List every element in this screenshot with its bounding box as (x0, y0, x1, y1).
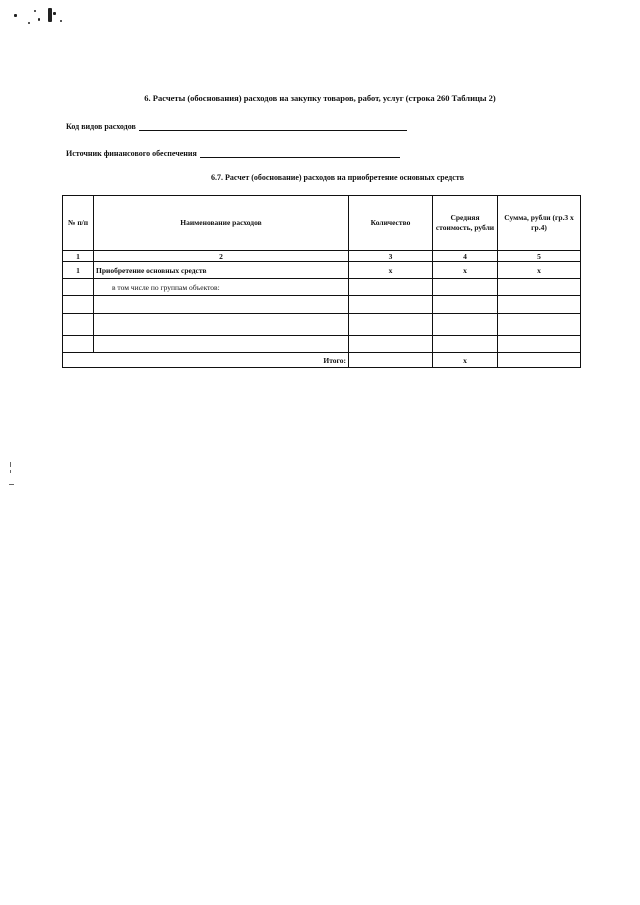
total-avg-cost[interactable]: х (433, 353, 498, 368)
table-row (63, 262, 581, 279)
row-num (63, 314, 94, 336)
row-qty[interactable] (349, 296, 433, 314)
row-name[interactable] (94, 296, 349, 314)
total-label: Итого: (63, 353, 349, 368)
row-sum[interactable] (498, 314, 581, 336)
section-title: 6. Расчеты (обоснования) расходов на закупку товаров, работ, услуг (строка 260 Таблицы 2) (144, 93, 496, 103)
row-sum[interactable] (498, 336, 581, 353)
row-num (63, 296, 94, 314)
header-name: Наименование расходов (94, 196, 349, 251)
column-number: 2 (94, 251, 349, 262)
table-row (63, 296, 581, 314)
row-sum[interactable] (498, 296, 581, 314)
row-sum[interactable]: х (498, 262, 581, 279)
row-num: 1 (63, 262, 94, 279)
expense-code-label: Код видов расходов (66, 122, 136, 131)
row-avg-cost[interactable] (433, 279, 498, 296)
funding-source-row (66, 148, 400, 158)
header-qty: Количество (349, 196, 433, 251)
table-row (63, 314, 581, 336)
column-number: 5 (498, 251, 581, 262)
expense-code-row (66, 121, 407, 131)
total-sum[interactable] (498, 353, 581, 368)
header-row (63, 196, 581, 251)
row-num (63, 336, 94, 353)
column-number: 1 (63, 251, 94, 262)
row-name[interactable]: Приобретение основных средств (94, 262, 349, 279)
scan-speck (10, 462, 11, 467)
scan-artifact-marks (8, 6, 78, 36)
funding-source-label: Источник финансового обеспечения (66, 149, 197, 158)
header-avg-cost: Средняя стоимость, рубли (433, 196, 498, 251)
scan-speck (10, 470, 11, 473)
header-num: № п/п (63, 196, 94, 251)
row-avg-cost[interactable] (433, 314, 498, 336)
row-avg-cost[interactable] (433, 336, 498, 353)
total-qty[interactable] (349, 353, 433, 368)
row-qty[interactable] (349, 336, 433, 353)
row-name[interactable]: в том числе по группам объектов: (94, 279, 349, 296)
row-avg-cost[interactable]: х (433, 262, 498, 279)
row-qty[interactable] (349, 314, 433, 336)
row-qty[interactable]: х (349, 262, 433, 279)
column-number: 4 (433, 251, 498, 262)
row-sum[interactable] (498, 279, 581, 296)
column-number-row (63, 251, 581, 262)
table-row (63, 279, 581, 296)
funding-source-field[interactable] (200, 148, 400, 158)
row-name[interactable] (94, 336, 349, 353)
row-qty[interactable] (349, 279, 433, 296)
row-name[interactable] (94, 314, 349, 336)
fixed-assets-calculation-table (62, 195, 581, 368)
header-sum: Сумма, рубли (гр.3 х гр.4) (498, 196, 581, 251)
expense-code-field[interactable] (139, 121, 407, 131)
column-number: 3 (349, 251, 433, 262)
scan-speck (9, 484, 14, 485)
row-num (63, 279, 94, 296)
row-avg-cost[interactable] (433, 296, 498, 314)
total-row (63, 353, 581, 368)
subsection-title: 6.7. Расчет (обоснование) расходов на приобретение основных средств (210, 173, 465, 182)
table-row (63, 336, 581, 353)
